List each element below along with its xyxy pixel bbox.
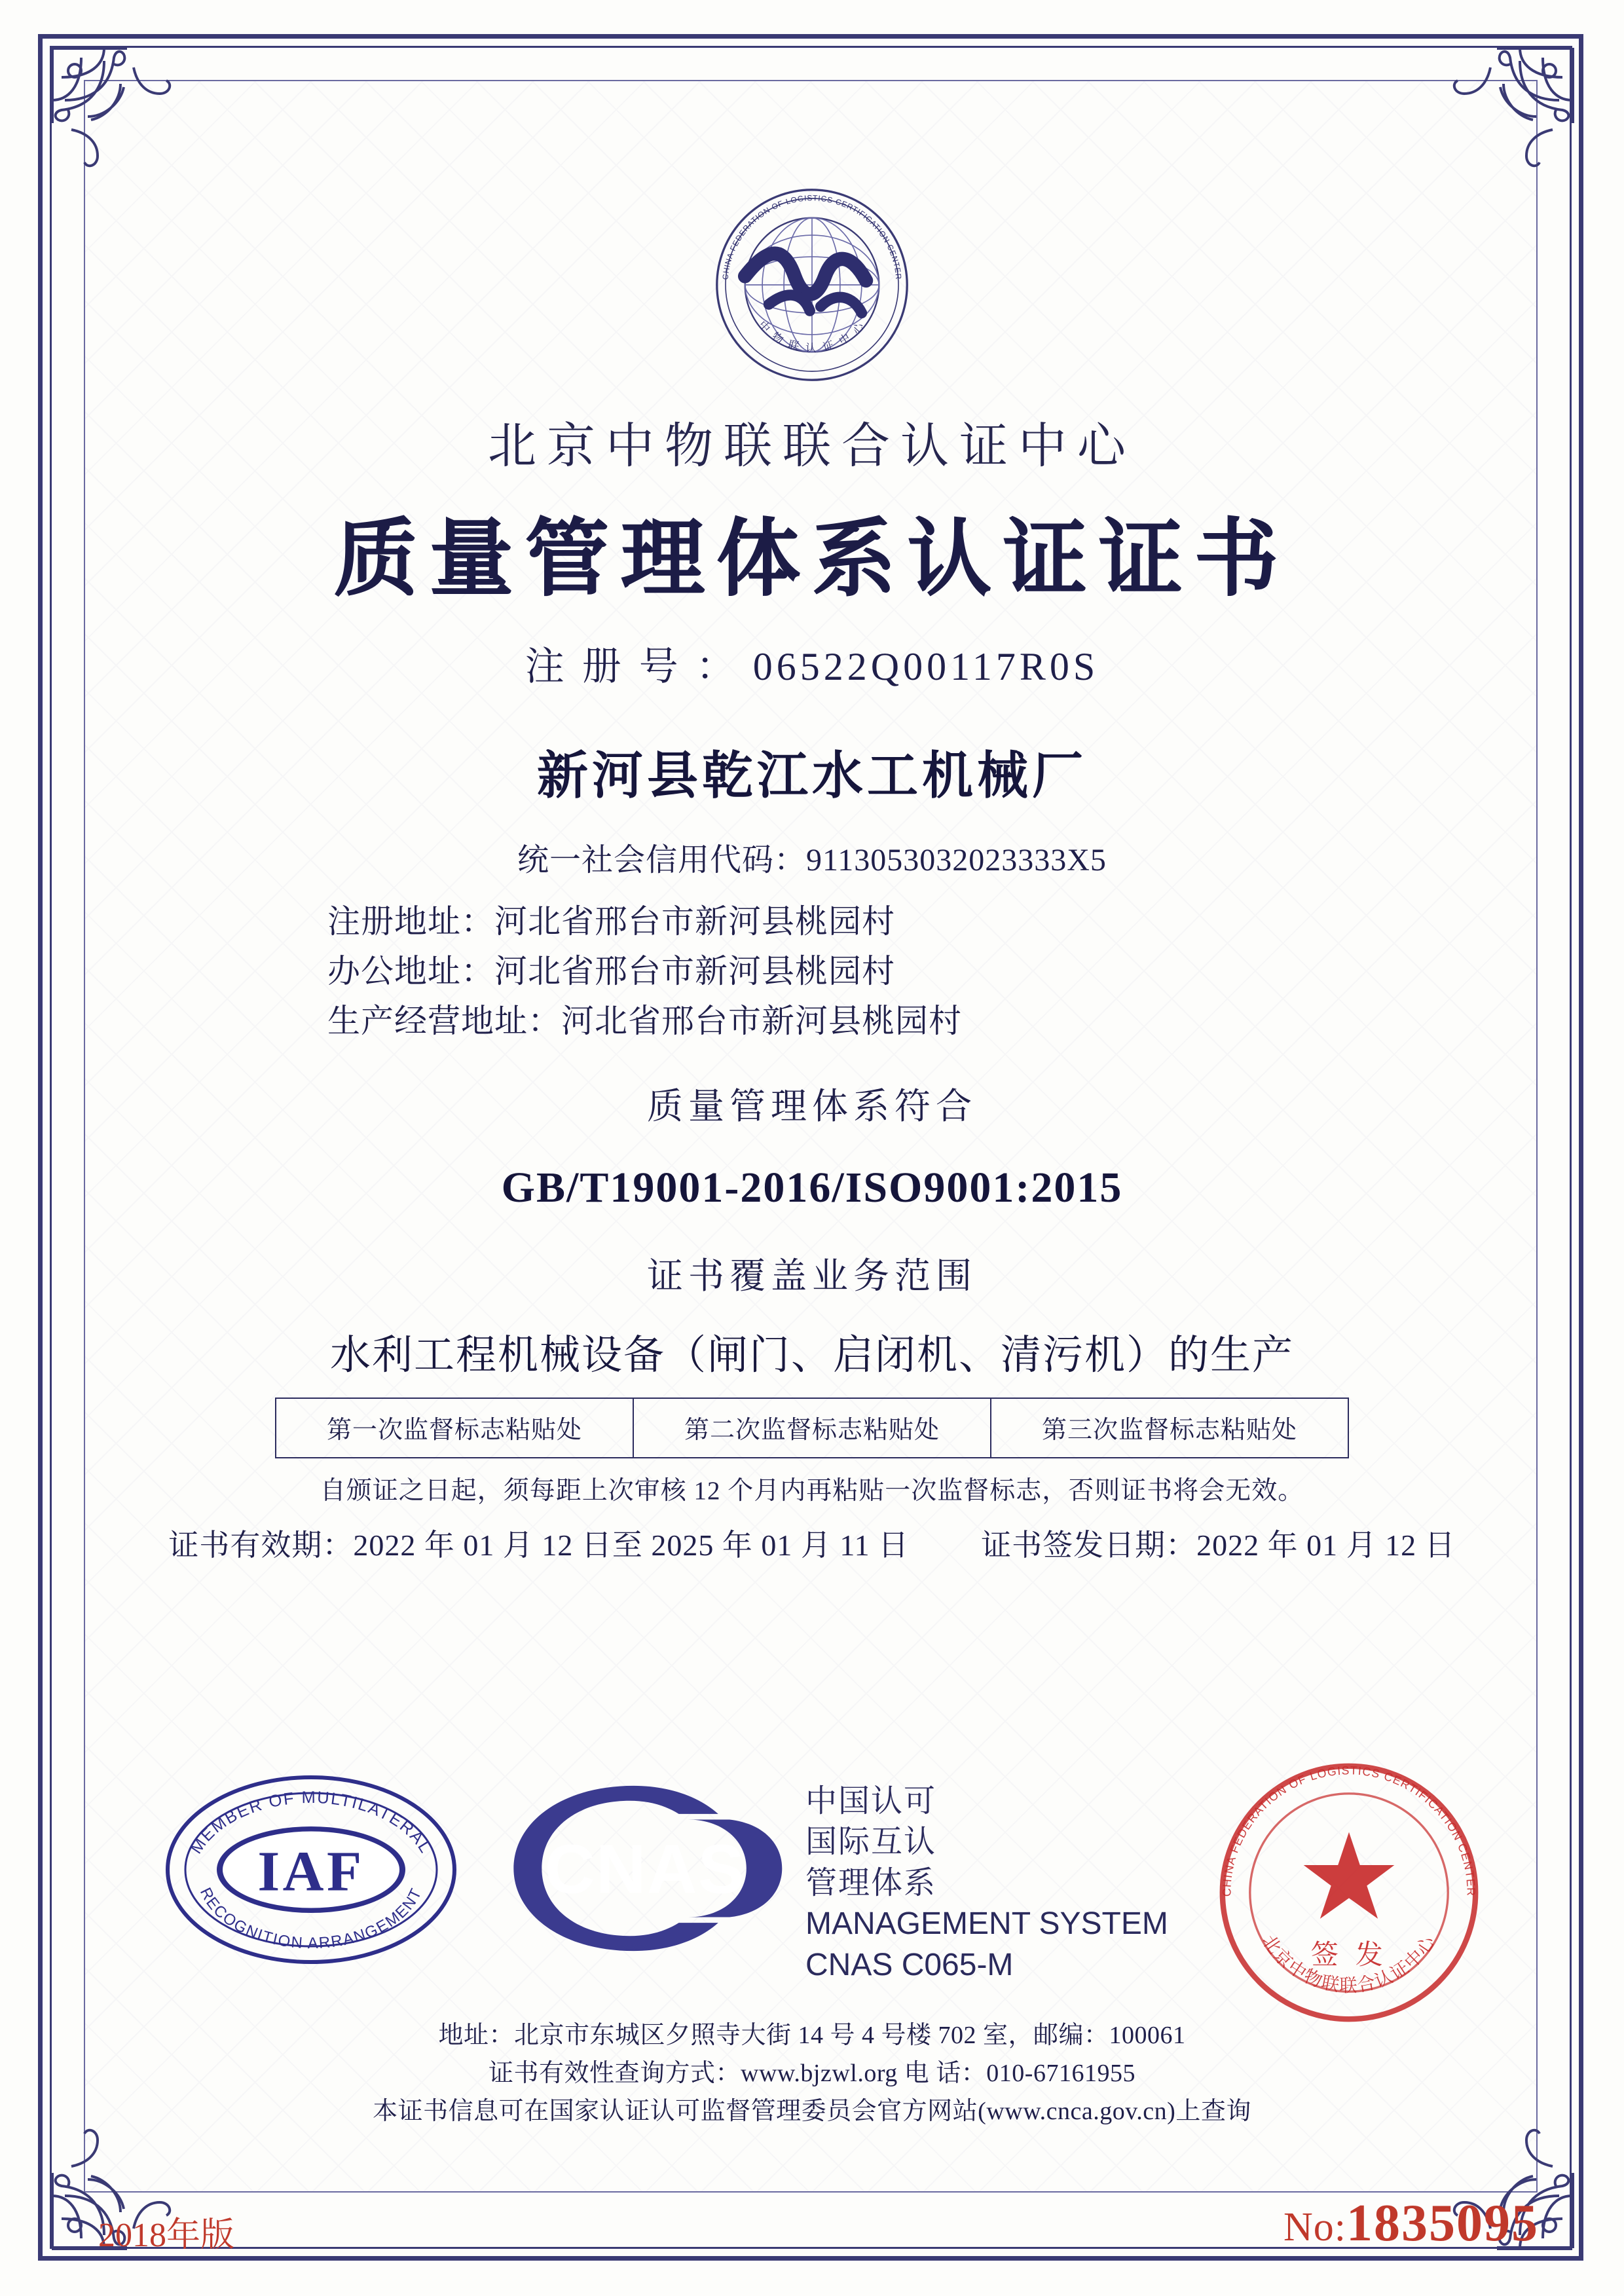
svg-text:CNAS: CNAS — [544, 1830, 746, 1908]
company-name: 新河县乾江水工机械厂 — [536, 747, 1087, 804]
svg-text:RECOGNITION ARRANGEMENT: RECOGNITION ARRANGEMENT — [196, 1885, 426, 1953]
svg-text:CHINA FEDERATION OF LOGISTICS: CHINA FEDERATION OF LOGISTICS CERTIFICATION CENTER — [1220, 1764, 1478, 1897]
footer-verification: 证书有效性查询方式：www.bjzwl.org 电 话：010-67161955 — [489, 2059, 1135, 2087]
cnas-text-line-3: 管理体系 — [805, 1865, 937, 1900]
cnas-logo-icon — [504, 1773, 786, 1963]
office-address: 办公地址：河北省邢台市新河县桃园村 — [327, 953, 895, 990]
address-block — [229, 897, 1395, 1046]
svg-text:IAF: IAF — [257, 1839, 365, 1903]
serial-number-block — [1283, 2194, 1539, 2253]
cnas-text-line-4: MANAGEMENT SYSTEM — [805, 1906, 1168, 1942]
unified-social-credit-code: 统一社会信用代码：9113053032023333X5 — [517, 843, 1107, 878]
footer-cnca-note: 本证书信息可在国家认证认可监督管理委员会官方网站(www.cnca.gov.cn)上查询 — [373, 2097, 1251, 2125]
accreditation-logos-row — [98, 1762, 1526, 1997]
standard-reference: GB/T19001-2016/ISO9001:2015 — [501, 1164, 1123, 1212]
production-address: 生产经营地址：河北省邢台市新河县桃园村 — [327, 1003, 962, 1039]
registration-number-line: 注 册 号 ： 06522Q00117R0S — [525, 645, 1099, 688]
supervision-cell-1: 第一次监督标志粘贴处 — [276, 1399, 634, 1457]
supervision-note: 自颁证之日起，须每距上次审核 12 个月内再粘贴一次监督标志，否则证书将会无效。 — [320, 1477, 1304, 1505]
issue-date: 证书签发日期：2022 年 01 月 12 日 — [981, 1528, 1456, 1562]
scope-label: 证书覆盖业务范围 — [646, 1256, 977, 1296]
supervision-sticker-row — [275, 1398, 1349, 1458]
certificate-content — [98, 98, 1526, 1565]
footer-contact-block — [98, 2017, 1526, 2130]
official-red-seal-icon — [1211, 1755, 1486, 2030]
cnas-text-line-2: 国际互认 — [805, 1824, 937, 1860]
edition-version: 2018年版 — [98, 2217, 235, 2254]
cnas-text-line-5: CNAS C065-M — [805, 1947, 1014, 1982]
certification-center-name: 北京中物联联合认证中心 — [488, 418, 1136, 474]
svg-text:北京中物联联合认证中心: 北京中物联联合认证中心 — [1257, 1931, 1441, 1997]
scope-text: 水利工程机械设备（闸门、启闭机、清污机）的生产 — [329, 1333, 1294, 1378]
certification-body-logo — [98, 177, 1526, 393]
iaf-logo-icon — [164, 1771, 458, 1968]
svg-text:签 发: 签 发 — [1310, 1938, 1388, 1971]
conformity-label: 质量管理体系符合 — [646, 1086, 977, 1126]
cnas-accreditation-text — [805, 1781, 1168, 1986]
serial-number: 1835095 — [1346, 2194, 1539, 2252]
svg-text:中 物 联 认 证 中 心: 中 物 联 认 证 中 心 — [756, 318, 868, 355]
serial-label: No: — [1283, 2205, 1346, 2250]
registered-address: 注册地址：河北省邢台市新河县桃园村 — [327, 903, 895, 940]
validity-period: 证书有效期：2022 年 01 月 12 日至 2025 年 01 月 11 日 — [168, 1528, 910, 1562]
footer-address: 地址：北京市东城区夕照寺大街 14 号 4 号楼 702 室，邮编：100061 — [438, 2022, 1186, 2049]
supervision-cell-3: 第三次监督标志粘贴处 — [1041, 1416, 1297, 1444]
svg-text:MEMBER OF MULTILATERAL: MEMBER OF MULTILATERAL — [187, 1788, 435, 1857]
cnas-text-line-1: 中国认可 — [805, 1784, 937, 1819]
certificate-title: 质量管理体系认证证书 — [333, 509, 1290, 608]
svg-text:CHINA FEDERATION OF LOGISTICS: CHINA FEDERATION OF LOGISTICS CERTIFICATION CENTER — [720, 193, 904, 280]
supervision-cell-2: 第二次监督标志粘贴处 — [634, 1399, 991, 1457]
dates-row — [98, 1521, 1526, 1565]
